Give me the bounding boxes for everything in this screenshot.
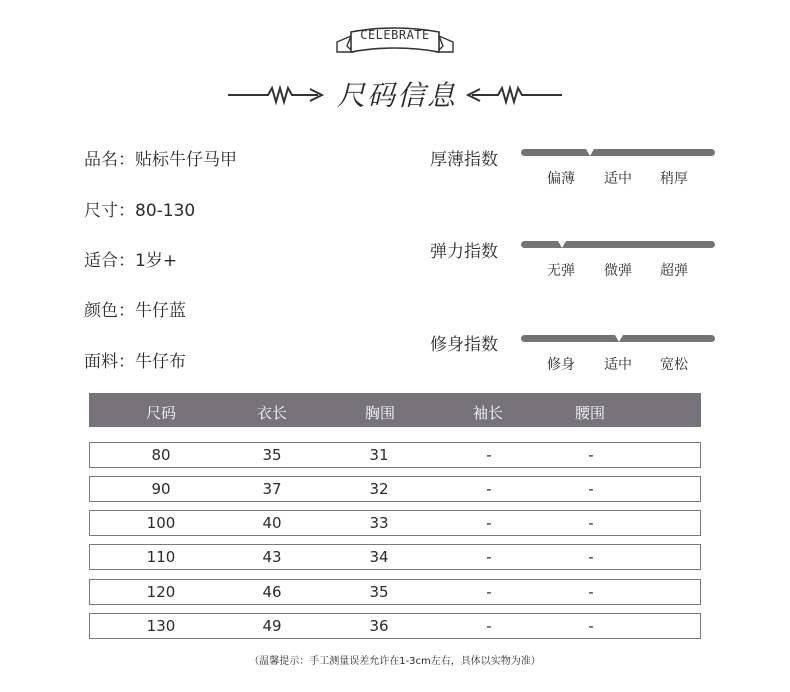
table-cell: 46 (262, 583, 282, 601)
info-value: 贴标牛仔马甲 (135, 150, 237, 170)
table-cell: - (588, 583, 594, 601)
table-row (89, 613, 701, 639)
table-cell: - (588, 514, 594, 532)
index-option: 偏薄 (547, 171, 575, 187)
table-cell: - (588, 548, 594, 566)
index-marker (586, 149, 594, 156)
table-row (89, 442, 701, 468)
table-cell: 100 (146, 514, 176, 532)
table-cell: 40 (262, 514, 282, 532)
info-value: 1岁+ (135, 251, 178, 271)
column-header: 衣长 (256, 404, 287, 422)
column-header: 腰围 (574, 404, 605, 422)
product-size-row (84, 196, 195, 221)
table-cell: 130 (146, 617, 176, 635)
table-cell: 120 (146, 583, 176, 601)
product-age-row (84, 246, 177, 271)
table-cell: 34 (369, 548, 389, 566)
table-cell: 35 (369, 583, 389, 601)
table-cell: 110 (146, 548, 176, 566)
index-marker (615, 335, 623, 342)
page-title: 尺码信息 (336, 79, 457, 112)
table-row (89, 510, 701, 536)
index-bar (521, 149, 715, 156)
info-label: 品名： (84, 150, 135, 170)
table-row (89, 476, 701, 502)
table-cell: - (486, 617, 492, 635)
index-title: 修身指数 (430, 335, 498, 355)
table-cell: - (486, 514, 492, 532)
index-bar (521, 241, 715, 248)
product-name-row (84, 145, 237, 170)
table-cell: - (486, 446, 492, 464)
info-label: 尺寸： (84, 201, 135, 221)
column-header: 胸围 (364, 404, 395, 422)
info-value: 80-130 (135, 201, 196, 221)
table-cell: - (486, 583, 492, 601)
index-option: 适中 (604, 171, 632, 187)
info-value: 牛仔布 (135, 352, 186, 372)
table-cell: - (486, 480, 492, 498)
index-marker (558, 241, 566, 248)
banner-text: CELEBRATE (360, 28, 430, 42)
index-option: 微弹 (604, 263, 632, 279)
index-title: 厚薄指数 (430, 150, 498, 170)
table-row (89, 544, 701, 570)
index-title: 弹力指数 (430, 242, 498, 262)
table-cell: 32 (369, 480, 389, 498)
table-cell: 31 (369, 446, 389, 464)
info-label: 颜色： (84, 301, 135, 321)
table-cell: 35 (262, 446, 282, 464)
index-option: 稍厚 (660, 171, 688, 187)
info-value: 牛仔蓝 (135, 301, 186, 321)
size-table-header (89, 393, 701, 427)
table-cell: - (588, 617, 594, 635)
table-cell: 43 (262, 548, 282, 566)
info-label: 适合： (84, 251, 135, 271)
info-label: 面料： (84, 352, 135, 372)
table-row (89, 579, 701, 605)
table-cell: 80 (151, 446, 171, 464)
column-header: 尺码 (145, 404, 176, 422)
table-cell: - (486, 548, 492, 566)
table-cell: 37 (262, 480, 282, 498)
table-cell: - (588, 446, 594, 464)
table-cell: 49 (262, 617, 282, 635)
product-color-row (84, 296, 186, 321)
index-option: 无弹 (547, 263, 575, 279)
index-option: 超弹 (660, 263, 688, 279)
index-option: 修身 (547, 357, 575, 373)
index-option: 宽松 (660, 357, 688, 373)
table-cell: 90 (151, 480, 171, 498)
table-cell: 33 (369, 514, 389, 532)
column-header: 袖长 (472, 404, 503, 422)
index-option: 适中 (604, 357, 632, 373)
table-cell: 36 (369, 617, 389, 635)
table-cell: - (588, 480, 594, 498)
measurement-note: （温馨提示：手工测量误差允许在1-3cm左右，具体以实物为准） (249, 656, 541, 667)
product-fabric-row (84, 347, 186, 372)
